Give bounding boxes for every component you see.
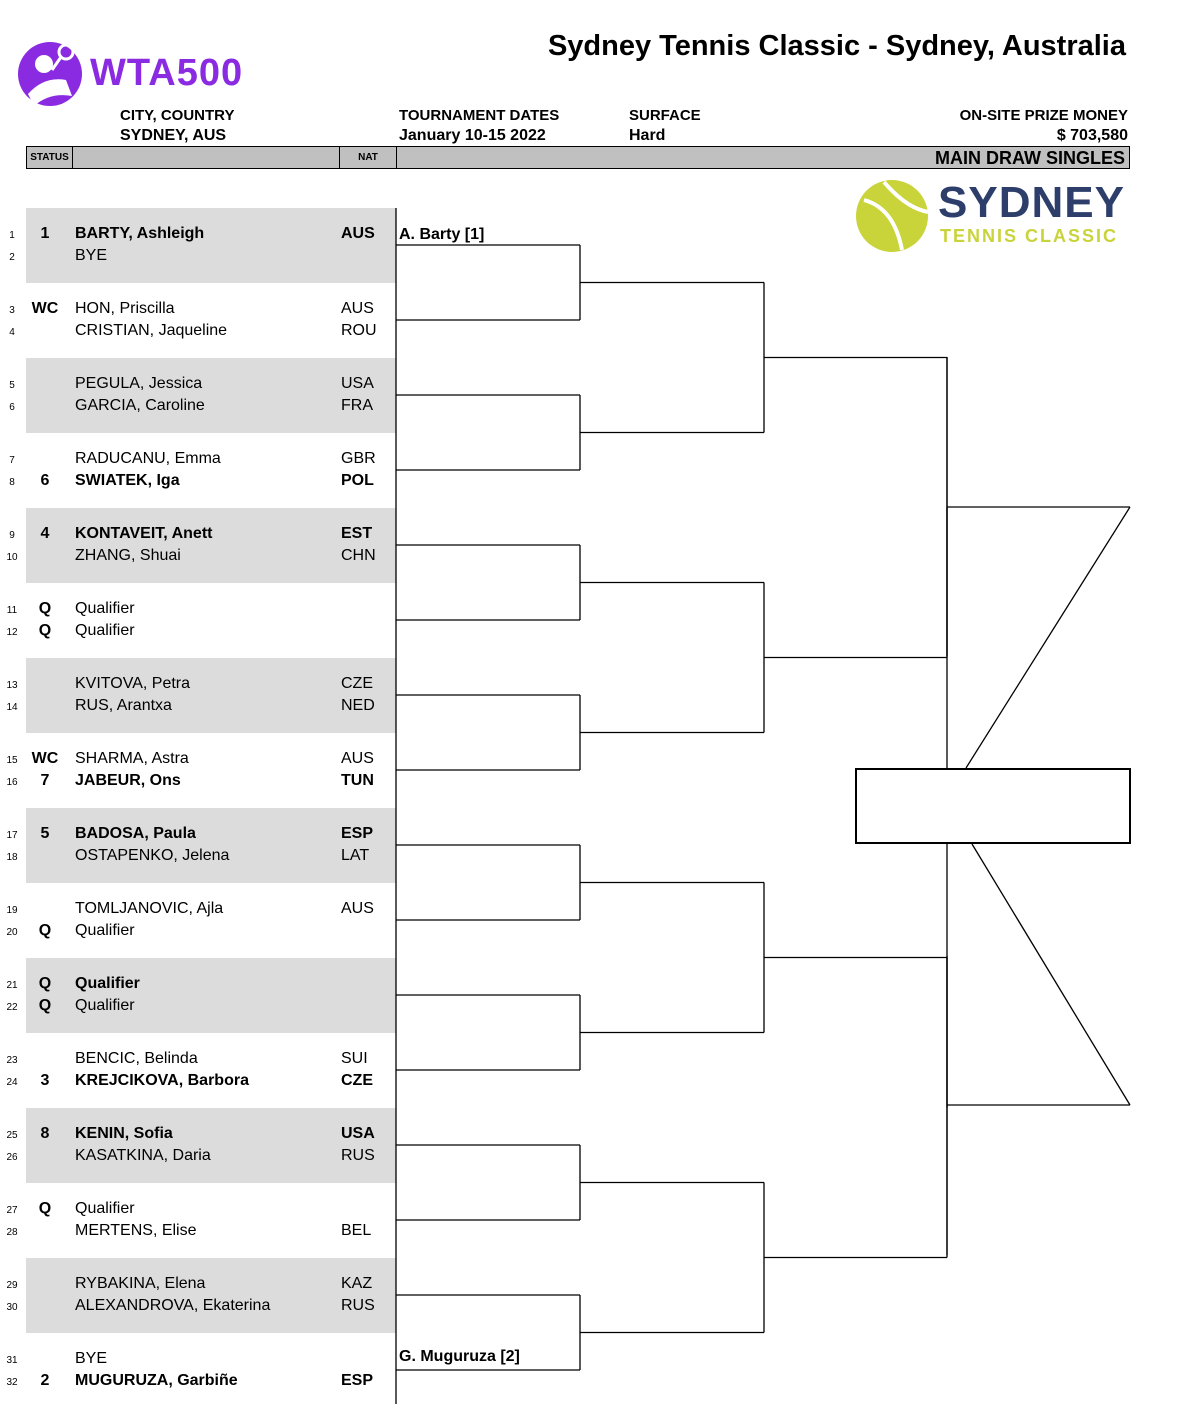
player-nation: RUS <box>341 1147 375 1164</box>
player-nation: TUN <box>341 772 374 789</box>
player-name: Qualifier <box>75 1200 135 1217</box>
player-nation: CZE <box>341 675 373 692</box>
draw-position: 2 <box>9 252 15 263</box>
draw-position: 19 <box>6 905 18 916</box>
draw-position: 3 <box>9 305 15 316</box>
entry-status: Q <box>38 622 52 639</box>
player-name: KREJCIKOVA, Barbora <box>75 1072 249 1089</box>
player-name: Qualifier <box>75 997 135 1014</box>
draw-position: 5 <box>9 380 15 391</box>
player-nation: RUS <box>341 1297 375 1314</box>
player-name: KENIN, Sofia <box>75 1125 173 1142</box>
player-nation: AUS <box>341 300 374 317</box>
player-nation: ESP <box>341 1372 374 1389</box>
player-name: GARCIA, Caroline <box>75 397 205 414</box>
draw-position: 16 <box>6 777 18 788</box>
prize-value: $ 703,580 <box>1056 127 1128 144</box>
draw-position: 26 <box>6 1152 18 1163</box>
player-nation: GBR <box>341 450 376 467</box>
player-nation: KAZ <box>341 1275 373 1292</box>
player-name: RYBAKINA, Elena <box>75 1275 206 1292</box>
player-nation: CZE <box>341 1072 373 1089</box>
player-name: BYE <box>75 247 108 264</box>
sponsor-line-2: TENNIS CLASSIC <box>940 226 1119 246</box>
surface-value: Hard <box>629 127 666 144</box>
draw-position: 23 <box>6 1055 18 1066</box>
player-nation: ESP <box>341 825 374 842</box>
player-name: Qualifier <box>75 600 135 617</box>
dates-value: January 10-15 2022 <box>399 127 546 144</box>
draw-position: 22 <box>6 1002 18 1013</box>
page-title: Sydney Tennis Classic - Sydney, Australia <box>547 30 1126 62</box>
player-name: KVITOVA, Petra <box>75 675 191 692</box>
player-name: SHARMA, Astra <box>75 750 189 767</box>
player-name: ALEXANDROVA, Ekaterina <box>75 1297 271 1314</box>
player-nation: USA <box>341 1125 375 1142</box>
prize-label: ON-SITE PRIZE MONEY <box>959 107 1128 124</box>
surface-label: SURFACE <box>629 107 701 124</box>
player-name: Qualifier <box>75 975 140 992</box>
player-name: KONTAVEIT, Anett <box>75 525 213 542</box>
player-name: BENCIC, Belinda <box>75 1050 198 1067</box>
player-nation: AUS <box>341 900 374 917</box>
draw-position: 11 <box>6 605 18 616</box>
player-name: KASATKINA, Daria <box>75 1147 211 1164</box>
draw-position: 8 <box>9 477 15 488</box>
player-nation: NED <box>341 697 375 714</box>
player-name: OSTAPENKO, Jelena <box>75 847 230 864</box>
entry-status: Q <box>38 600 52 617</box>
draw-position: 1 <box>9 230 15 241</box>
player-nation: POL <box>341 472 374 489</box>
player-nation: BEL <box>341 1222 372 1239</box>
entry-status: 8 <box>40 1125 50 1142</box>
player-name: JABEUR, Ons <box>75 772 181 789</box>
draw-position: 7 <box>9 455 15 466</box>
player-name: HON, Priscilla <box>75 300 175 317</box>
city-value: SYDNEY, AUS <box>120 127 227 144</box>
draw-position: 32 <box>6 1377 18 1388</box>
player-nation: SUI <box>341 1050 368 1067</box>
player-name: BARTY, Ashleigh <box>75 225 205 242</box>
draw-position: 31 <box>6 1355 18 1366</box>
winner-box <box>855 768 1131 844</box>
draw-position: 29 <box>6 1280 18 1291</box>
player-nation: CHN <box>341 547 376 564</box>
entry-status: 7 <box>40 772 50 789</box>
entry-status: Q <box>38 922 52 939</box>
draw-position: 9 <box>9 530 15 541</box>
entry-status: 1 <box>40 225 50 242</box>
player-name: MERTENS, Elise <box>75 1222 197 1239</box>
final-top-diagonal <box>966 507 1130 768</box>
entry-status: Q <box>38 1200 52 1217</box>
sponsor-line-1: SYDNEY <box>938 178 1125 227</box>
draw-position: 17 <box>6 830 18 841</box>
draw-position: 14 <box>6 702 18 713</box>
entry-status: Q <box>38 975 52 992</box>
draw-position: 30 <box>6 1302 18 1313</box>
player-name: PEGULA, Jessica <box>75 375 203 392</box>
player-name: Qualifier <box>75 922 135 939</box>
player-nation: AUS <box>341 225 375 242</box>
entry-status: Q <box>38 997 52 1014</box>
dates-label: TOURNAMENT DATES <box>399 107 560 124</box>
player-nation: EST <box>341 525 373 542</box>
draw-position: 4 <box>9 327 15 338</box>
player-name: RUS, Arantxa <box>75 697 172 714</box>
player-name: SWIATEK, Iga <box>75 472 180 489</box>
final-bottom-diagonal <box>972 844 1130 1105</box>
player-nation: ROU <box>341 322 377 339</box>
entry-status: 4 <box>40 525 50 542</box>
player-name: BYE <box>75 1350 108 1367</box>
player-nation: FRA <box>341 397 373 414</box>
draw-position: 18 <box>6 852 18 863</box>
draw-position: 13 <box>6 680 18 691</box>
draw-title: MAIN DRAW SINGLES <box>934 148 1125 168</box>
player-name: RADUCANU, Emma <box>75 450 221 467</box>
entry-status: 6 <box>40 472 50 489</box>
draw-position: 21 <box>6 980 18 991</box>
player-name: MUGURUZA, Garbiñe <box>75 1372 238 1389</box>
player-nation: LAT <box>341 847 370 864</box>
draw-position: 6 <box>9 402 15 413</box>
draw-position: 25 <box>6 1130 18 1141</box>
wta-logo-text: WTA500 <box>90 52 244 94</box>
entry-status: 5 <box>40 825 50 842</box>
advance-bottom: G. Muguruza [2] <box>399 1348 520 1365</box>
player-name: TOMLJANOVIC, Ajla <box>75 900 224 917</box>
draw-position: 24 <box>6 1077 18 1088</box>
draw-position: 10 <box>6 552 18 563</box>
player-name: CRISTIAN, Jaqueline <box>75 322 228 339</box>
draw-position: 12 <box>6 627 18 638</box>
player-nation: USA <box>341 375 374 392</box>
player-name: ZHANG, Shuai <box>75 547 181 564</box>
entry-status: WC <box>31 300 59 317</box>
player-name: Qualifier <box>75 622 135 639</box>
draw-position: 27 <box>6 1205 18 1216</box>
status-column-header: STATUS <box>27 147 73 168</box>
entry-status: WC <box>31 750 59 767</box>
city-label: CITY, COUNTRY <box>120 107 235 124</box>
draw-position: 28 <box>6 1227 18 1238</box>
advance-top: A. Barty [1] <box>399 226 485 243</box>
entry-status: 2 <box>40 1372 50 1389</box>
draw-position: 15 <box>6 755 18 766</box>
entry-status: 3 <box>40 1072 50 1089</box>
player-nation: AUS <box>341 750 374 767</box>
nat-column-header: NAT <box>340 147 397 168</box>
player-name: BADOSA, Paula <box>75 825 196 842</box>
draw-position: 20 <box>6 927 18 938</box>
